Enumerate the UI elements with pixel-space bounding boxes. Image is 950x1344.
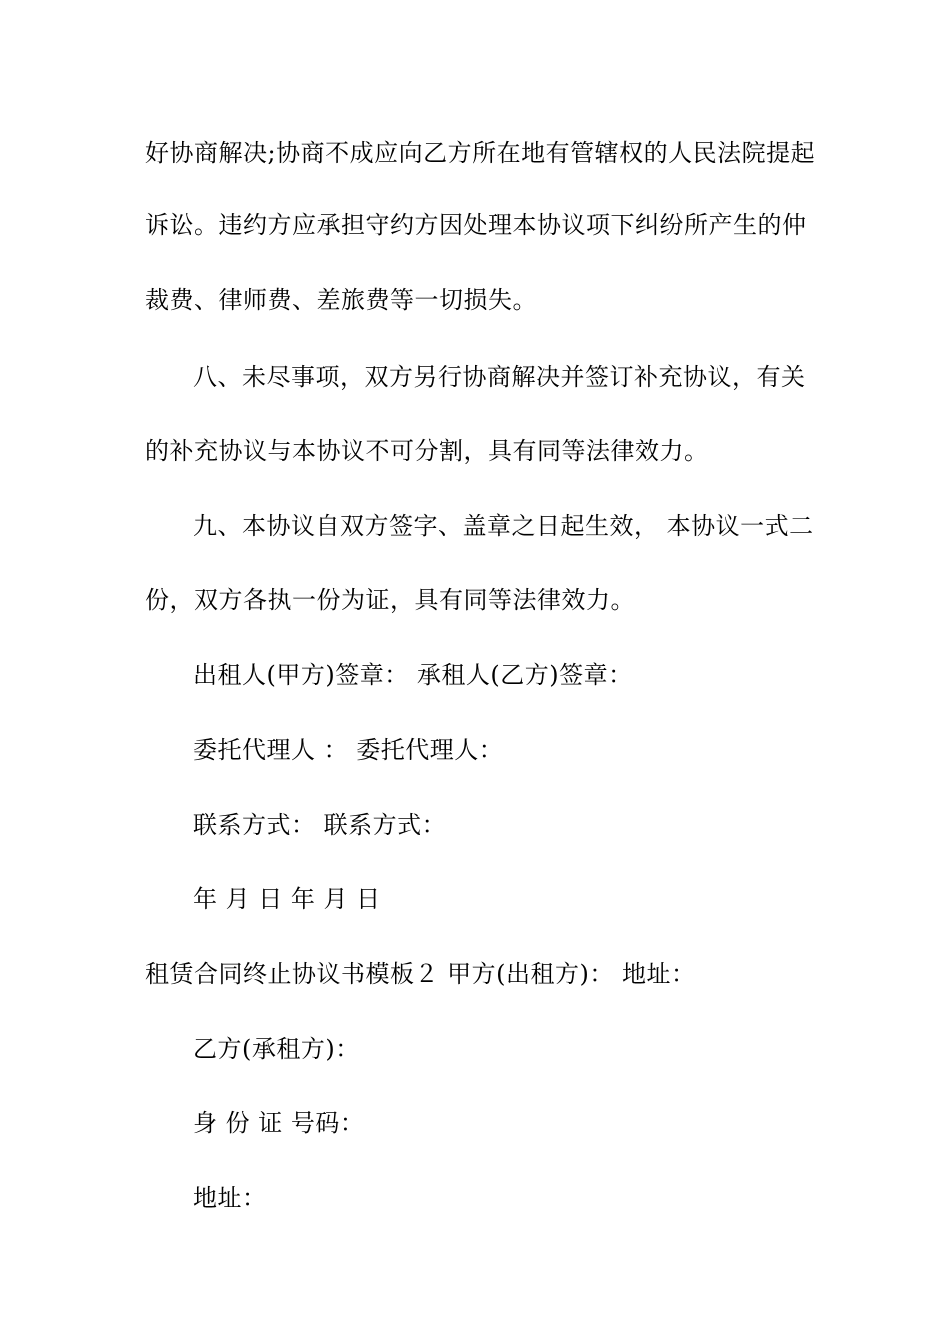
signature-line: 出租人(甲方)签章： 承租人(乙方)签章： (193, 661, 633, 689)
contact-line: 联系方式： 联系方式： (193, 811, 447, 839)
date-line: 年 月 日 年 月 日 (193, 885, 381, 913)
text-line-7: 份，双方各执一份为证，具有同等法律效力。 (145, 586, 635, 614)
text-line-1: 好协商解决;协商不成应向乙方所在地有管辖权的人民法院提起 (145, 139, 816, 167)
text-line-3: 裁费、律师费、差旅费等一切损失。 (145, 286, 537, 314)
address-line: 地址： (193, 1184, 267, 1212)
text-line-6: 九、本协议自双方签字、盖章之日起生效， 本协议一式二 (193, 512, 814, 540)
text-line-2: 诉讼。违约方应承担守约方因处理本协议项下纠纷所产生的仲 (145, 211, 807, 239)
party-b-line: 乙方(承租方)： (193, 1035, 360, 1063)
template-title-line: 租赁合同终止协议书模板２ 甲方(出租方)： 地址： (145, 960, 696, 988)
agent-line: 委托代理人 ： 委托代理人： (193, 736, 504, 764)
text-line-5: 的补充协议与本协议不可分割，具有同等法律效力。 (145, 437, 709, 465)
text-line-4: 八、未尽事项，双方另行协商解决并签订补充协议，有关 (193, 363, 806, 391)
id-number-line: 身 份 证 号码： (193, 1109, 365, 1137)
